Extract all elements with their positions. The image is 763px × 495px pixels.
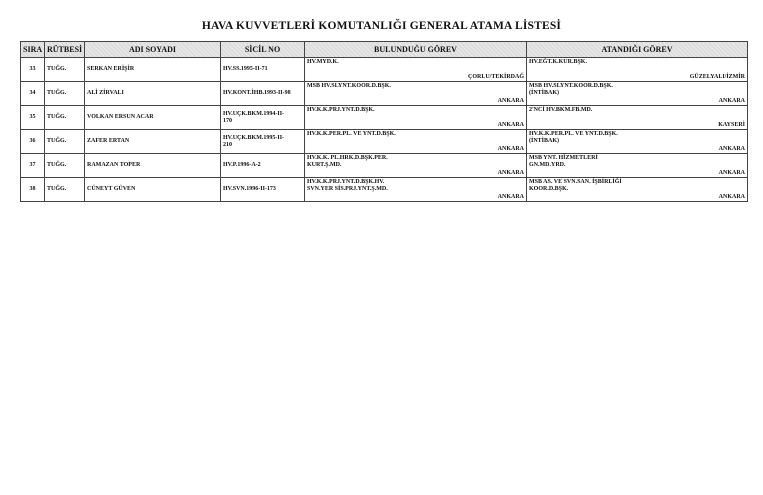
cell-rutbe: TUĞG. (45, 130, 85, 154)
cell-sicil-no: HV.SS.1995-II-71 (221, 58, 305, 82)
table-row (21, 58, 748, 82)
bulundugu-yer: ÇORLU/TEKİRDAĞ (467, 74, 524, 80)
cell-rutbe: TUĞG. (45, 178, 85, 202)
cell-bulundugu-gorev (305, 178, 527, 202)
cell-sira: 33 (21, 58, 45, 82)
atandigi-gorev-text: MSB YNT. HİZMETLERİ GN.MD.YRD. (529, 155, 598, 168)
table-row (21, 154, 748, 178)
cell-ad-soyad: VOLKAN ERSUN ACAR (85, 106, 221, 130)
cell-sicil-no: HV.P.1996-A-2 (221, 154, 305, 178)
bulundugu-gorev-text: HV.K.K.PRJ.YNT.D.BŞK.HV. SVN.YER SİS.PRJ.YNT.Ş.MD. (307, 179, 388, 192)
cell-bulundugu-gorev (305, 58, 527, 82)
cell-ad-soyad: SERKAN ERİŞİR (85, 58, 221, 82)
cell-bulundugu-gorev (305, 130, 527, 154)
cell-sira: 36 (21, 130, 45, 154)
atandigi-gorev-text: MSB HV.SLYNT.KOOR.D.BŞK. (İNTİBAK) (529, 83, 613, 96)
cell-bulundugu-gorev (305, 106, 527, 130)
cell-sira: 35 (21, 106, 45, 130)
table-row (21, 106, 748, 130)
atandigi-gorev-text: HV.EĞT.K.KUR.BŞK. (529, 59, 587, 65)
cell-rutbe: TUĞG. (45, 154, 85, 178)
header-sira: SIRA (21, 42, 45, 58)
page-title: HAVA KUVVETLERİ KOMUTANLIĞI GENERAL ATAMA LİSTESİ (201, 20, 562, 32)
bulundugu-gorev-text: HV.K.K.PER.PL. VE YNT.D.BŞK. (307, 131, 396, 137)
cell-sicil-no: HV.UÇK.BKM.1995-II- 210 (221, 130, 305, 154)
bulundugu-yer: ANKARA (497, 170, 524, 176)
table-row (21, 178, 748, 202)
header-bulundugu-gorev: BULUNDUĞU GÖREV (305, 42, 527, 58)
cell-rutbe: TUĞG. (45, 58, 85, 82)
bulundugu-yer: ANKARA (497, 98, 524, 104)
bulundugu-yer: ANKARA (497, 146, 524, 152)
cell-bulundugu-gorev (305, 82, 527, 106)
bulundugu-gorev-text: HV.MYD.K. (307, 59, 339, 65)
bulundugu-gorev-text: HV.K.K. PL.HRK.D.BŞK.PER. KURT.Ş.MD. (307, 155, 388, 168)
bulundugu-gorev-text: HV.K.K.PRJ.YNT.D.BŞK. (307, 107, 375, 113)
atandigi-yer: ANKARA (718, 98, 745, 104)
table-header-row (21, 42, 748, 58)
cell-ad-soyad: ZAFER ERTAN (85, 130, 221, 154)
header-atandigi-gorev: ATANDIĞI GÖREV (527, 42, 748, 58)
atandigi-yer: ANKARA (718, 194, 745, 200)
bulundugu-yer: ANKARA (497, 194, 524, 200)
appointment-table (20, 41, 748, 202)
header-adi-soyadi: ADI SOYADI (85, 42, 221, 58)
cell-atandigi-gorev (527, 130, 748, 154)
cell-rutbe: TUĞG. (45, 106, 85, 130)
cell-sicil-no: HV.UÇK.BKM.1994-II- 170 (221, 106, 305, 130)
atandigi-gorev-text: 2'NCİ HV.BKM.FB.MD. (529, 107, 593, 113)
cell-ad-soyad: CÜNEYT GÜVEN (85, 178, 221, 202)
cell-bulundugu-gorev (305, 154, 527, 178)
bulundugu-yer: ANKARA (497, 122, 524, 128)
cell-sira: 38 (21, 178, 45, 202)
atandigi-yer: ANKARA (718, 146, 745, 152)
atandigi-gorev-text: MSB AS. VE SVN.SAN. İŞBİRLİĞİ KOOR.D.BŞK. (529, 179, 622, 192)
cell-atandigi-gorev (527, 178, 748, 202)
cell-ad-soyad: RAMAZAN TOPER (85, 154, 221, 178)
cell-rutbe: TUĞG. (45, 82, 85, 106)
atandigi-yer: KAYSERİ (718, 122, 745, 128)
cell-sira: 37 (21, 154, 45, 178)
header-rutbesi: RÜTBESİ (45, 42, 85, 58)
header-sicil-no: SİCİL NO (221, 42, 305, 58)
table-row (21, 130, 748, 154)
atandigi-gorev-text: HV.K.K.PER.PL. VE YNT.D.BŞK. (İNTİBAK) (529, 131, 618, 144)
cell-atandigi-gorev (527, 82, 748, 106)
atandigi-yer: ANKARA (718, 170, 745, 176)
cell-sicil-no: HV.SVN.1996-II-173 (221, 178, 305, 202)
cell-atandigi-gorev (527, 154, 748, 178)
cell-sira: 34 (21, 82, 45, 106)
atandigi-yer: GÜZELYALI/İZMİR (689, 74, 745, 80)
cell-sicil-no: HV.KONT.İHB.1993-II-98 (221, 82, 305, 106)
bulundugu-gorev-text: MSB HV.SLYNT.KOOR.D.BŞK. (307, 83, 391, 89)
table-row (21, 82, 748, 106)
cell-atandigi-gorev (527, 106, 748, 130)
cell-ad-soyad: ALİ ZİRVALI (85, 82, 221, 106)
cell-atandigi-gorev (527, 58, 748, 82)
